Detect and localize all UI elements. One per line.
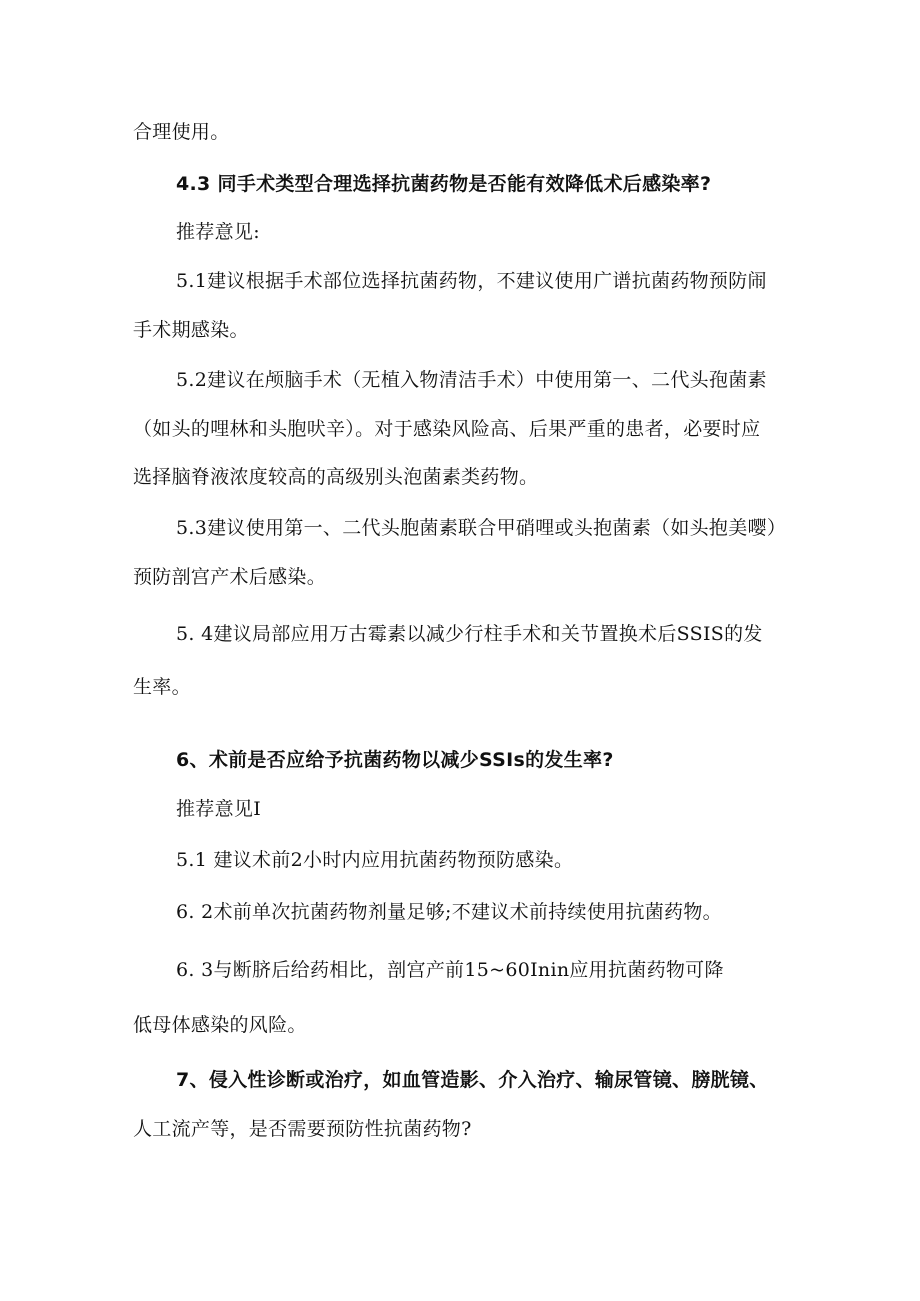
text-line-6-3a: 6. 3与断脐后给药相比，剖宫产前15~60Inin应用抗菌药物可降 (176, 959, 724, 981)
recommendation-label-1: 推荐意见: (176, 221, 260, 243)
section-heading-7a: 7、侵入性诊断或治疗，如血管造影、介入治疗、输尿管镜、膀胱镜、 (176, 1069, 769, 1091)
section-heading-6: 6、术前是否应给予抗菌药物以减少SSIs的发生率? (176, 749, 614, 771)
text-line-6-1: 5.1 建议术前2小时内应用抗菌药物预防感染。 (176, 849, 574, 871)
section-heading-4-3: 4.3 同手术类型合理选择抗菌药物是否能有效降低术后感染率? (176, 173, 712, 195)
section-heading-7b: 人工流产等，是否需要预防性抗菌药物? (133, 1118, 472, 1140)
text-line-5-2b: （如头的哩林和头胞吠辛）。对于感染风险高、后果严重的患者，必要时应 (133, 418, 761, 440)
text-line-5-1b: 手术期感染。 (133, 319, 249, 341)
text-line-5-1a: 5.1建议根据手术部位选择抗菌药物，不建议使用广谱抗菌药物预防闹 (176, 270, 767, 292)
text-line-5-2c: 选择脑脊液浓度较高的高级别头泡菌素类药物。 (133, 466, 539, 488)
text-line-5-3b: 预防剖宫产术后感染。 (133, 566, 327, 588)
text-line-6-2: 6. 2术前单次抗菌药物剂量足够;不建议术前持续使用抗菌药物。 (176, 901, 722, 923)
text-line-5-3a: 5.3建议使用第一、二代头胞菌素联合甲硝哩或头抱菌素（如头抱美嘤） (176, 517, 787, 539)
text-line-5-2a: 5.2建议在颅脑手术（无植入物清洁手术）中使用第一、二代头孢菌素 (176, 369, 767, 391)
text-line-6-3b: 低母体感染的风险。 (133, 1014, 307, 1036)
text-line-1: 合理使用。 (133, 121, 230, 143)
text-line-5-4a: 5. 4建议局部应用万古霉素以减少行柱手术和关节置换术后SSIS的发 (176, 623, 763, 645)
text-line-5-4b: 生率。 (133, 676, 191, 698)
recommendation-label-2: 推荐意见I (176, 798, 262, 820)
